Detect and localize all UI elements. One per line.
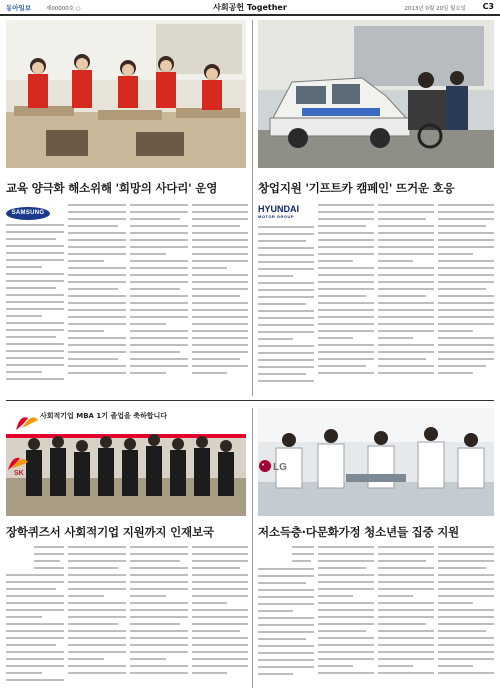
hyundai-logo-subtitle: MOTOR GROUP (258, 214, 295, 219)
hyundai-giftcar-photo (258, 20, 494, 168)
column-divider-top (252, 20, 253, 396)
samsung-body-col-2 (68, 204, 126, 396)
hyundai-body-col-1 (258, 226, 314, 396)
issue-date: 2013년 0월 20일 월요일 (404, 6, 466, 12)
sk-body-col-2 (68, 546, 126, 688)
samsung-body-col-4 (192, 204, 248, 396)
section-title: 사회공헌 Together (213, 3, 287, 12)
sk-body-col-3 (130, 546, 188, 688)
sk-graduation-photo (6, 408, 246, 516)
lg-science-photo (258, 408, 494, 516)
lg-body-col-2 (318, 546, 374, 688)
samsung-classroom-photo (6, 20, 246, 168)
samsung-body-col-3 (130, 204, 188, 396)
sk-headline: 장학퀴즈서 사회적기업 지원까지 인재보국 (6, 525, 214, 539)
sk-body-col-4 (192, 546, 248, 688)
hyundai-body-col-2 (318, 204, 374, 396)
sk-logo (6, 454, 32, 476)
sk-body-col-1 (6, 574, 64, 688)
lg-body-col-1 (258, 568, 314, 688)
hyundai-body-col-4 (438, 204, 494, 396)
lg-logo-text: LG (273, 462, 287, 473)
newspaper-brand: 동아일보 (6, 4, 32, 12)
samsung-body-col-1 (6, 224, 64, 396)
masthead (0, 0, 500, 16)
samsung-headline: 교육 양극화 해소위해 '희망의 사다리' 운영 (6, 181, 218, 195)
samsung-logo: SAMSUNG (6, 207, 50, 220)
sk-banner-text: 사회적기업 MBA 1기 졸업을 축하합니다 (40, 412, 168, 420)
issue-number: 제00000호 ○ (46, 6, 81, 12)
page-number: C3 (482, 2, 494, 11)
sk-logo-text: SK (14, 470, 24, 476)
hyundai-body-col-3 (378, 204, 434, 396)
lg-logo (258, 459, 288, 473)
hyundai-headline: 창업지원 '기프트카 캠페인' 뜨거운 호응 (258, 181, 455, 195)
hyundai-logo: HYUNDAI (258, 204, 300, 214)
column-divider-bottom (252, 408, 253, 688)
lg-body-col-3 (378, 546, 434, 688)
lg-headline: 저소득층·다문화가정 청소년들 집중 지원 (258, 525, 460, 539)
horizontal-divider (6, 400, 494, 401)
lg-body-col-4 (438, 546, 494, 688)
